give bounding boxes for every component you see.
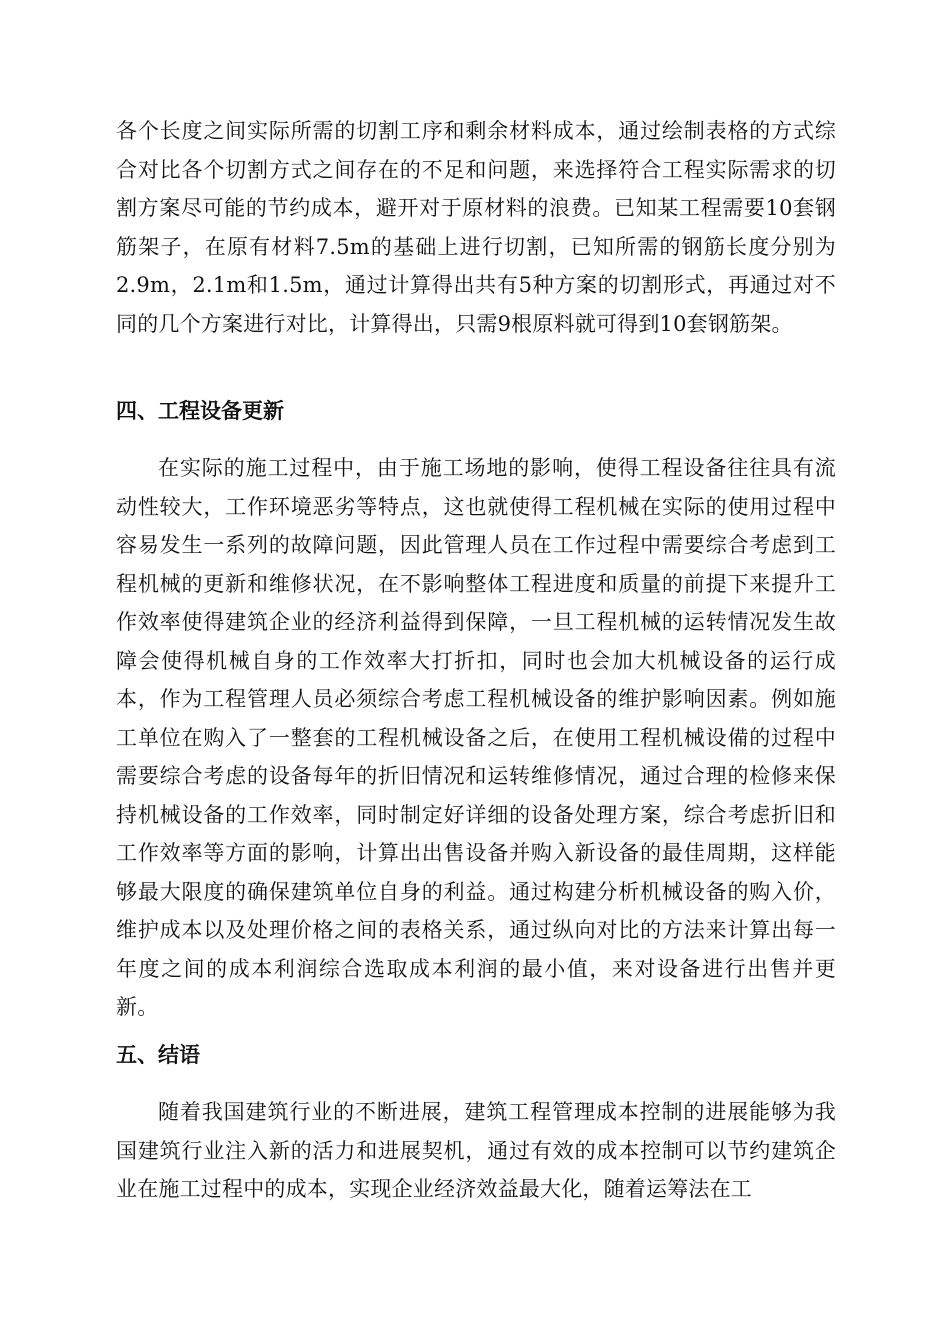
section-heading-equipment-update: 四、工程设备更新: [116, 399, 284, 423]
paragraph-equipment-update: 在实际的施工过程中，由于施工场地的影响，使得工程设备往往具有流动性较大，工作环境恶劣等特点，这也就使得工程机械在实际的使用过程中容易发生一系列的故障问题，因此管理人员在工作过程中需要综合考虑到工程机械的更新和维修状况，在不影响整体工程进度和质量的前提下来提升工作效率使得建筑企业的经济利益得到保障，一旦工程机械的运转情况发生故障会使得机械自身的工作效率大打折扣，同时也会加大机械设备的运行成本，作为工程管理人员必须综合考虑工程机械设备的维护影响因素。例如施工单位在购入了一整套的工程机械设备之后，在使用工程机械设備的过程中需要综合考虑的设备每年的折旧情况和运转维修情况，通过合理的检修来保持机械设备的工作效率，同时制定好详细的设备处理方案，综合考虑折旧和工作效率等方面的影响，计算出出售设备并购入新设备的最佳周期，这样能够最大限度的确保建筑单位自身的利益。通过构建分析机械设备的购入价，维护成本以及处理价格之间的表格关系，通过纵向对比的方法来计算出每一年度之间的成本利润综合选取成本利润的最小值，来对设备进行出售并更新。: [116, 456, 836, 1019]
section-heading-conclusion: 五、结语: [116, 1043, 200, 1067]
paragraph-cutting-plan: 各个长度之间实际所需的切割工序和剩余材料成本，通过绘制表格的方式综合对比各个切割方式之间存在的不足和问题，来选择符合工程实际需求的切割方案尽可能的节约成本，避开对于原材料的浪费。已知某工程需要10套钢筋架子，在原有材料7.5m的基础上进行切割，已知所需的钢筋长度分别为2.9m，2.1m和1.5m，通过计算得出共有5种方案的切割形式，再通过对不同的几个方案进行对比，计算得出，只需9根原料就可得到10套钢筋架。: [116, 119, 836, 336]
paragraph-conclusion: 随着我国建筑行业的不断进展，建筑工程管理成本控制的进展能够为我国建筑行业注入新的活力和进展契机，通过有效的成本控制可以节约建筑企业在施工过程中的成本，实现企业经济效益最大化，随着运筹法在工: [116, 1100, 836, 1201]
